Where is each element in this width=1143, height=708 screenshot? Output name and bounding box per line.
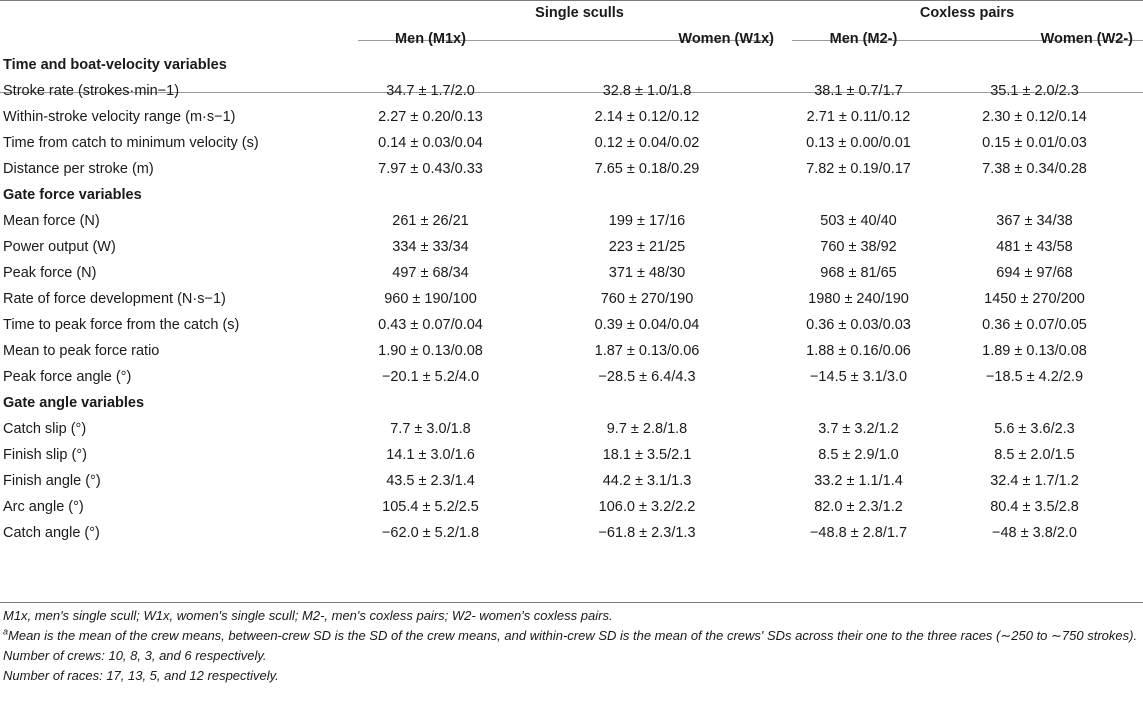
empty-cell	[0, 26, 358, 52]
value-cell: 261 ± 26/21	[392, 213, 469, 229]
table-row	[0, 130, 1143, 156]
column-header-w2: Women (W2-)	[1040, 31, 1133, 47]
row-label: Stroke rate (strokes·min−1)	[3, 83, 180, 99]
value-cell: 0.12 ± 0.04/0.02	[594, 135, 700, 151]
value-cell: 1.87 ± 0.13/0.06	[594, 343, 700, 359]
table-row	[0, 520, 1143, 546]
row-label: Distance per stroke (m)	[3, 161, 154, 177]
value-cell: 2.71 ± 0.11/0.12	[806, 109, 911, 125]
row-label: Rate of force development (N·s−1)	[3, 291, 226, 307]
row-label: Finish angle (°)	[3, 473, 101, 489]
value-cell: 760 ± 38/92	[820, 239, 897, 255]
group-header-row	[0, 0, 1143, 26]
section-title: Gate angle variables	[3, 395, 145, 411]
section-header-row	[0, 182, 1143, 208]
footnote-crews: Number of crews: 10, 8, 3, and 6 respectively.	[3, 648, 267, 663]
group-header-coxless-pairs: Coxless pairs	[919, 5, 1015, 21]
value-cell: −48.8 ± 2.8/1.7	[809, 525, 908, 541]
section-title: Time and boat-velocity variables	[3, 57, 227, 73]
empty-cell	[0, 0, 358, 26]
row-label: Peak force angle (°)	[3, 369, 132, 385]
value-cell: 3.7 ± 3.2/1.2	[818, 421, 899, 437]
table-row	[0, 468, 1143, 494]
value-cell: −14.5 ± 3.1/3.0	[809, 369, 908, 385]
value-cell: 960 ± 190/100	[384, 291, 477, 307]
value-cell: 0.36 ± 0.07/0.05	[982, 317, 1087, 333]
column-header-m2: Men (M2-)	[829, 31, 898, 47]
value-cell: 199 ± 17/16	[608, 213, 686, 229]
value-cell: 5.6 ± 3.6/2.3	[994, 421, 1075, 437]
value-cell: 7.38 ± 0.34/0.28	[982, 161, 1087, 177]
section-title: Gate force variables	[3, 187, 142, 203]
column-header-w1x: Women (W1x)	[678, 31, 774, 47]
table-footnotes	[3, 606, 1138, 686]
table-row	[0, 208, 1143, 234]
value-cell: 33.2 ± 1.1/1.4	[814, 473, 903, 489]
row-label: Peak force (N)	[3, 265, 97, 281]
value-cell: 0.39 ± 0.04/0.04	[594, 317, 700, 333]
value-cell: 1.89 ± 0.13/0.08	[982, 343, 1087, 359]
value-cell: 38.1 ± 0.7/1.7	[814, 83, 903, 99]
row-label: Catch slip (°)	[3, 421, 87, 437]
row-label: Mean force (N)	[3, 213, 100, 229]
value-cell: 106.0 ± 3.2/2.2	[598, 499, 696, 515]
value-cell: 7.65 ± 0.18/0.29	[594, 161, 700, 177]
row-label: Within-stroke velocity range (m·s−1)	[3, 109, 236, 125]
value-cell: 760 ± 270/190	[600, 291, 694, 307]
value-cell: 9.7 ± 2.8/1.8	[606, 421, 688, 437]
table-row	[0, 104, 1143, 130]
table-row	[0, 364, 1143, 390]
footnote-a-text: Mean is the mean of the crew means, between-crew SD is the SD of the crew means, and within-crew SD is the mean of the crews' SDs across their one to the three races (∼250 to ∼750 strokes).	[8, 628, 1138, 643]
value-cell: 7.82 ± 0.19/0.17	[806, 161, 911, 177]
value-cell: 35.1 ± 2.0/2.3	[990, 83, 1079, 99]
value-cell: −20.1 ± 5.2/4.0	[381, 369, 480, 385]
value-cell: 0.15 ± 0.01/0.03	[982, 135, 1087, 151]
value-cell: 694 ± 97/68	[996, 265, 1073, 281]
value-cell: −62.0 ± 5.2/1.8	[381, 525, 480, 541]
column-header-row	[0, 26, 1143, 52]
value-cell: 43.5 ± 2.3/1.4	[386, 473, 475, 489]
bottom-rule	[0, 602, 1143, 603]
value-cell: 0.13 ± 0.00/0.01	[806, 135, 911, 151]
value-cell: 1980 ± 240/190	[808, 291, 909, 307]
table-row	[0, 78, 1143, 104]
row-label: Power output (W)	[3, 239, 116, 255]
value-cell: −48 ± 3.8/2.0	[992, 525, 1077, 541]
value-cell: 1450 ± 270/200	[984, 291, 1085, 307]
value-cell: 481 ± 43/58	[996, 239, 1073, 255]
footnote-a-marker: a	[3, 626, 9, 637]
value-cell: 367 ± 34/38	[996, 213, 1073, 229]
value-cell: 1.88 ± 0.16/0.06	[806, 343, 911, 359]
footnote-a	[3, 626, 1138, 646]
value-cell: 503 ± 40/40	[820, 213, 897, 229]
value-cell: 223 ± 21/25	[608, 239, 686, 255]
value-cell: 34.7 ± 1.7/2.0	[386, 83, 475, 99]
row-label: Time to peak force from the catch (s)	[3, 317, 240, 333]
table-row	[0, 234, 1143, 260]
row-label: Mean to peak force ratio	[3, 343, 160, 359]
value-cell: 2.30 ± 0.12/0.14	[982, 109, 1087, 125]
column-header-m1x: Men (M1x)	[395, 31, 466, 47]
value-cell: 2.27 ± 0.20/0.13	[378, 109, 483, 125]
value-cell: −18.5 ± 4.2/2.9	[985, 369, 1084, 385]
value-cell: 32.4 ± 1.7/1.2	[990, 473, 1079, 489]
value-cell: 105.4 ± 5.2/2.5	[382, 499, 479, 515]
value-cell: 0.36 ± 0.03/0.03	[806, 317, 911, 333]
value-cell: 82.0 ± 2.3/1.2	[814, 499, 903, 515]
section-header-row	[0, 52, 1143, 78]
value-cell: 0.14 ± 0.03/0.04	[378, 135, 483, 151]
table-row	[0, 260, 1143, 286]
value-cell: 0.43 ± 0.07/0.04	[378, 317, 483, 333]
value-cell: 7.7 ± 3.0/1.8	[390, 421, 471, 437]
table-row	[0, 494, 1143, 520]
row-label: Catch angle (°)	[3, 525, 100, 541]
value-cell: 497 ± 68/34	[392, 265, 469, 281]
value-cell: 7.97 ± 0.43/0.33	[378, 161, 483, 177]
value-cell: 8.5 ± 2.9/1.0	[818, 447, 899, 463]
value-cell: −28.5 ± 6.4/4.3	[598, 369, 696, 385]
value-cell: 1.90 ± 0.13/0.08	[378, 343, 483, 359]
footnote-races: Number of races: 17, 13, 5, and 12 respectively.	[3, 668, 279, 683]
row-label: Finish slip (°)	[3, 447, 87, 463]
value-cell: 8.5 ± 2.0/1.5	[994, 447, 1075, 463]
table-row	[0, 442, 1143, 468]
row-label: Arc angle (°)	[3, 499, 84, 515]
row-label: Time from catch to minimum velocity (s)	[3, 135, 259, 151]
value-cell: 371 ± 48/30	[608, 265, 686, 281]
value-cell: 18.1 ± 3.5/2.1	[602, 447, 692, 463]
table-row	[0, 156, 1143, 182]
value-cell: 334 ± 33/34	[392, 239, 469, 255]
value-cell: 968 ± 81/65	[820, 265, 897, 281]
group-header-single-sculls: Single sculls	[535, 5, 624, 21]
value-cell: −61.8 ± 2.3/1.3	[598, 525, 696, 541]
value-cell: 2.14 ± 0.12/0.12	[594, 109, 700, 125]
table-row	[0, 312, 1143, 338]
table-row	[0, 338, 1143, 364]
value-cell: 80.4 ± 3.5/2.8	[990, 499, 1079, 515]
section-header-row	[0, 390, 1143, 416]
table-row	[0, 286, 1143, 312]
value-cell: 44.2 ± 3.1/1.3	[602, 473, 692, 489]
value-cell: 32.8 ± 1.0/1.8	[602, 83, 692, 99]
table-row	[0, 416, 1143, 442]
footnote-abbreviations: M1x, men's single scull; W1x, women's single scull; M2-, men's coxless pairs; W2- women's coxless pairs.	[3, 608, 613, 623]
value-cell: 14.1 ± 3.0/1.6	[386, 447, 475, 463]
